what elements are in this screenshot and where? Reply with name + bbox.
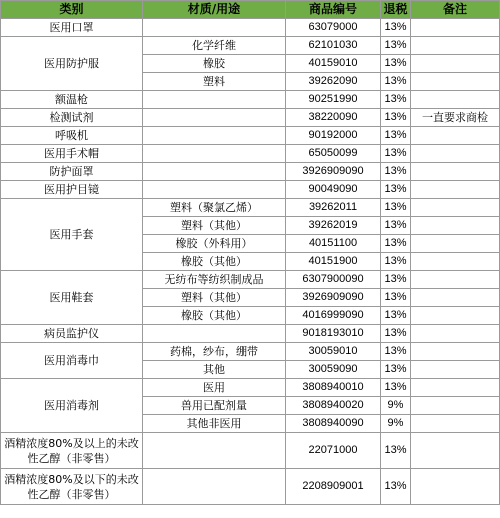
- rebate-cell: 13%: [381, 469, 411, 505]
- category-cell: 医用消毒巾: [1, 343, 143, 379]
- code-cell: 63079000: [286, 19, 381, 37]
- note-cell: [411, 289, 500, 307]
- table-row: [1, 379, 500, 397]
- table-header-row: [1, 1, 500, 19]
- code-cell: 30059090: [286, 361, 381, 379]
- rebate-cell: 13%: [381, 91, 411, 109]
- category-cell: 酒精浓度80%及以上的未改性乙醇（非零售）: [1, 433, 143, 469]
- category-cell: 医用鞋套: [1, 271, 143, 325]
- rebate-cell: 13%: [381, 19, 411, 37]
- code-cell: 40159010: [286, 55, 381, 73]
- rebate-cell: 9%: [381, 415, 411, 433]
- code-cell: 65050099: [286, 145, 381, 163]
- note-cell: [411, 91, 500, 109]
- rebate-cell: 13%: [381, 73, 411, 91]
- note-cell: [411, 19, 500, 37]
- rebate-cell: 13%: [381, 145, 411, 163]
- code-cell: 90049090: [286, 181, 381, 199]
- code-cell: 30059010: [286, 343, 381, 361]
- rebate-cell: 13%: [381, 37, 411, 55]
- category-cell: 额温枪: [1, 91, 143, 109]
- category-cell: 呼吸机: [1, 127, 143, 145]
- category-cell: 医用护目镜: [1, 181, 143, 199]
- code-cell: 3808940020: [286, 397, 381, 415]
- table-row: [1, 37, 500, 55]
- material-cell: 橡胶（其他）: [143, 253, 286, 271]
- material-cell: [143, 109, 286, 127]
- note-cell: [411, 361, 500, 379]
- note-cell: [411, 253, 500, 271]
- material-cell: [143, 127, 286, 145]
- note-cell: [411, 343, 500, 361]
- header-material: 材质/用途: [143, 1, 286, 19]
- material-cell: [143, 433, 286, 469]
- rebate-cell: 13%: [381, 199, 411, 217]
- table-row: [1, 433, 500, 469]
- note-cell: [411, 379, 500, 397]
- note-cell: [411, 181, 500, 199]
- category-cell: 医用手术帽: [1, 145, 143, 163]
- note-cell: [411, 199, 500, 217]
- rebate-cell: 13%: [381, 307, 411, 325]
- material-cell: 塑料: [143, 73, 286, 91]
- material-cell: 兽用已配剂量: [143, 397, 286, 415]
- table-row: [1, 19, 500, 37]
- note-cell: [411, 163, 500, 181]
- note-cell: [411, 37, 500, 55]
- material-cell: 塑料（其他）: [143, 289, 286, 307]
- rebate-cell: 13%: [381, 253, 411, 271]
- material-cell: 化学纤维: [143, 37, 286, 55]
- rebate-cell: 13%: [381, 217, 411, 235]
- material-cell: 塑料（其他）: [143, 217, 286, 235]
- code-cell: 40151100: [286, 235, 381, 253]
- code-cell: 4016999090: [286, 307, 381, 325]
- table-row: [1, 145, 500, 163]
- note-cell: [411, 235, 500, 253]
- material-cell: 橡胶（外科用）: [143, 235, 286, 253]
- code-cell: 22071000: [286, 433, 381, 469]
- category-cell: 医用口罩: [1, 19, 143, 37]
- material-cell: 药棉，纱布，绷带: [143, 343, 286, 361]
- header-note: 备注: [411, 1, 500, 19]
- rebate-cell: 13%: [381, 109, 411, 127]
- material-cell: 无纺布等纺织制成品: [143, 271, 286, 289]
- note-cell: [411, 127, 500, 145]
- code-cell: 3808940010: [286, 379, 381, 397]
- note-cell: [411, 325, 500, 343]
- code-cell: 6307900090: [286, 271, 381, 289]
- rebate-cell: 13%: [381, 325, 411, 343]
- code-cell: 3926909090: [286, 289, 381, 307]
- code-cell: 2208909001: [286, 469, 381, 505]
- rebate-cell: 13%: [381, 361, 411, 379]
- table-row: [1, 91, 500, 109]
- material-cell: [143, 181, 286, 199]
- rebate-cell: 13%: [381, 55, 411, 73]
- table-row: [1, 127, 500, 145]
- code-cell: 90251990: [286, 91, 381, 109]
- material-cell: 医用: [143, 379, 286, 397]
- note-cell: [411, 145, 500, 163]
- code-cell: 39262090: [286, 73, 381, 91]
- code-cell: 3926909090: [286, 163, 381, 181]
- rebate-cell: 13%: [381, 163, 411, 181]
- rebate-cell: 13%: [381, 343, 411, 361]
- category-cell: 医用防护服: [1, 37, 143, 91]
- note-cell: [411, 55, 500, 73]
- material-cell: 其他非医用: [143, 415, 286, 433]
- note-cell: 一直要求商检: [411, 109, 500, 127]
- material-cell: [143, 145, 286, 163]
- code-cell: 39262011: [286, 199, 381, 217]
- material-cell: 塑料（聚氯乙烯）: [143, 199, 286, 217]
- note-cell: [411, 217, 500, 235]
- rebate-cell: 13%: [381, 271, 411, 289]
- material-cell: [143, 163, 286, 181]
- rebate-cell: 13%: [381, 289, 411, 307]
- category-cell: 医用手套: [1, 199, 143, 271]
- note-cell: [411, 415, 500, 433]
- code-cell: 9018193010: [286, 325, 381, 343]
- table-row: [1, 325, 500, 343]
- material-cell: [143, 19, 286, 37]
- code-cell: 62101030: [286, 37, 381, 55]
- table-row: [1, 469, 500, 505]
- code-cell: 38220090: [286, 109, 381, 127]
- note-cell: [411, 271, 500, 289]
- note-cell: [411, 73, 500, 91]
- code-cell: 3808940090: [286, 415, 381, 433]
- material-cell: 橡胶: [143, 55, 286, 73]
- rebate-cell: 13%: [381, 127, 411, 145]
- table-row: [1, 271, 500, 289]
- material-cell: 橡胶（其他）: [143, 307, 286, 325]
- table-row: [1, 163, 500, 181]
- category-cell: 检测试剂: [1, 109, 143, 127]
- header-rebate: 退税: [381, 1, 411, 19]
- header-code: 商品编号: [286, 1, 381, 19]
- material-cell: [143, 91, 286, 109]
- note-cell: [411, 469, 500, 505]
- table-row: [1, 199, 500, 217]
- category-cell: 病员监护仪: [1, 325, 143, 343]
- rebate-cell: 13%: [381, 235, 411, 253]
- code-cell: 90192000: [286, 127, 381, 145]
- header-category: 类别: [1, 1, 143, 19]
- rebate-cell: 9%: [381, 397, 411, 415]
- table-row: [1, 343, 500, 361]
- category-cell: 防护面罩: [1, 163, 143, 181]
- rebate-cell: 13%: [381, 181, 411, 199]
- note-cell: [411, 433, 500, 469]
- table-row: [1, 109, 500, 127]
- category-cell: 医用消毒剂: [1, 379, 143, 433]
- code-cell: 39262019: [286, 217, 381, 235]
- material-cell: [143, 469, 286, 505]
- note-cell: [411, 397, 500, 415]
- rebate-cell: 13%: [381, 379, 411, 397]
- table-row: [1, 181, 500, 199]
- material-cell: [143, 325, 286, 343]
- code-cell: 40151900: [286, 253, 381, 271]
- note-cell: [411, 307, 500, 325]
- category-cell: 酒精浓度80%及以下的未改性乙醇（非零售）: [1, 469, 143, 505]
- material-cell: 其他: [143, 361, 286, 379]
- rebate-cell: 13%: [381, 433, 411, 469]
